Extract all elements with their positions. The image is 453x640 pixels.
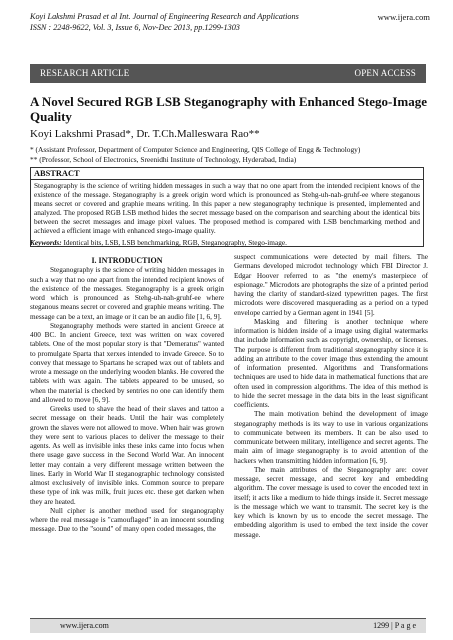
paragraph: Null cipher is another method used for steganography where the real message is "camouflaged" in an innocent sounding message. Due to the "sound" of many open coded messages, the <box>30 506 224 534</box>
header-website-link[interactable]: www.ijera.com <box>377 12 430 22</box>
article-type-banner <box>30 64 426 83</box>
footer-website-link[interactable]: www.ijera.com <box>60 621 109 630</box>
paragraph: The main attributes of the Steganography are: cover message, secret message, and secret key and embedding algorithm. The cover message is used to cover the encoded text in itself; it acts like a medium to hide things inside it. Secret message is the message which we want to transmit. The secret key is the key which is known by us to encode the secret message. The embedding algorithm is used to embed the text inside the cover message. <box>234 465 428 539</box>
open-access-label: OPEN ACCESS <box>354 68 416 78</box>
affiliations <box>30 145 430 164</box>
abstract-heading: ABSTRACT <box>31 168 423 180</box>
paragraph: Greeks used to shave the head of their slaves and tattoo a secret message on their heads. Until the hair was completely grown the slaves were not allowed to move. When hair was grown they were sent to various places to deliver the message to their agents. As well as invisible inks these inks came into focus when there usage gave success in the Second World War. An innocent letter may contain a very different message written between the lines. Early in World War II steganographic technology consisted almost exclusively of invisible inks. Common source to prepare these type of ink was milk, fruit juces etc. these get darken when they are heated. <box>30 405 224 506</box>
paper-authors: Koyi Lakshmi Prasad*, Dr. T.Ch.Malleswara Rao** <box>30 128 260 140</box>
keywords-text: Identical bits, LSB, LSB benchmarking, RGB, Steganography, Stego-image. <box>63 238 287 247</box>
keywords <box>30 238 430 247</box>
header-issn: ISSN : 2248-9622, Vol. 3, Issue 6, Nov-Dec 2013, pp.1299-1303 <box>30 22 240 32</box>
paper-title: A Novel Secured RGB LSB Steganography with Enhanced Stego-Image Quality <box>30 94 428 124</box>
paragraph: Steganography methods were started in ancient Greece at 400 BC. In ancient Greece, text was written on wax covered tablets. One of the most popular story is that "Demeratus" wanted to promulgate Sparta that xerxes intended to invade Greece. So to convey that message to Spartans he scraped wax out of tablets and wrote a message on the underlying wooden blanks. He covered the tablets with wax again. The tablets appeared to be unused, so when the material is checked by sentries no one can identify them and allowed to move [6, 9]. <box>30 321 224 404</box>
paragraph: The main motivation behind the development of image steganography methods is its way to use in various organizations to communicate between its members. It can be also used to communicate between military, intelligence and secret agents. The main aim of image steganography is to avoid attention of the hackers when transmitting hidden information [6, 9]. <box>234 410 428 465</box>
paragraph: Masking and filtering is another technique where information is hidden inside of a image using digital watermarks that include information such as copyright, ownership, or licenses. The purpose is different from traditional steganography since it is adding an attribute to the cover image thus extending the amount of information presented. Algorithms and Transformations techniques are used to hide data in mathematical functions that are often used in compression algorithms. The idea of this method is to hide the secret message in the data bits in the least significant coefficients. <box>234 317 428 409</box>
paragraph: Steganography is the science of writing hidden messages in such a way that no one apart from the intended recipient knows of the existence of the messages. Steganography is a greek origin word which is pronounced as Stehg-uh-nah-gruhf-ee where steganous means secret or covered and graphie means writing. The message can be a text, an image or it can be an audio file [1, 6, 9]. <box>30 266 224 321</box>
affiliation-1: * (Assistant Professor, Department of Computer Science and Engineering, QIS College of Engg & Technology) <box>30 145 361 154</box>
introduction-heading: I. INTRODUCTION <box>91 256 163 265</box>
abstract-text: Steganography is the science of writing hidden messages in such a way that no one apart from the intended recipient knows of the existence of the message. Steganography is a greek origin word which is pronounced as Stehg-uh-nah-gruhf-ee where steganous means secret or covered and graphie means writing. In this paper a new steganography technique is presented, implemented and analyzed. The proposed RGB LSB method hides the secret message based on the comparison and searching about the identical bits between the secret messages and image pixel values. The proposed method is compared with LSB benchmarking method and achieved a efficient image with enhanced stego-image quality. <box>34 181 420 236</box>
paragraph: suspect communications were detected by mail filters. The Germans developed microdot technology which FBI Director J. Edgar Hoover referred to as "the enemy's masterpiece of espionage." Microdots are photographs the size of a printed period having the clarity of standard-sized typewritten pages. The first microdots were discovered masquerading as a period on a typed envelope carried by a German agent in 1941 [5]. <box>234 253 428 317</box>
right-column <box>234 253 428 540</box>
abstract-box <box>30 167 424 247</box>
journal-header <box>30 12 430 33</box>
keywords-label: Keywords: <box>30 238 62 247</box>
page-number: 1299 | P a g e <box>373 621 416 630</box>
affiliation-2: ** (Professor, School of Electronics, Sreenidhi Institute of Technology, Hyderabad, India) <box>30 154 297 164</box>
page-footer <box>30 618 426 633</box>
research-article-label: RESEARCH ARTICLE <box>40 68 130 78</box>
left-column <box>30 256 224 535</box>
header-citation: Koyi Lakshmi Prasad et al Int. Journal of Engineering Research and Applications <box>30 12 299 21</box>
